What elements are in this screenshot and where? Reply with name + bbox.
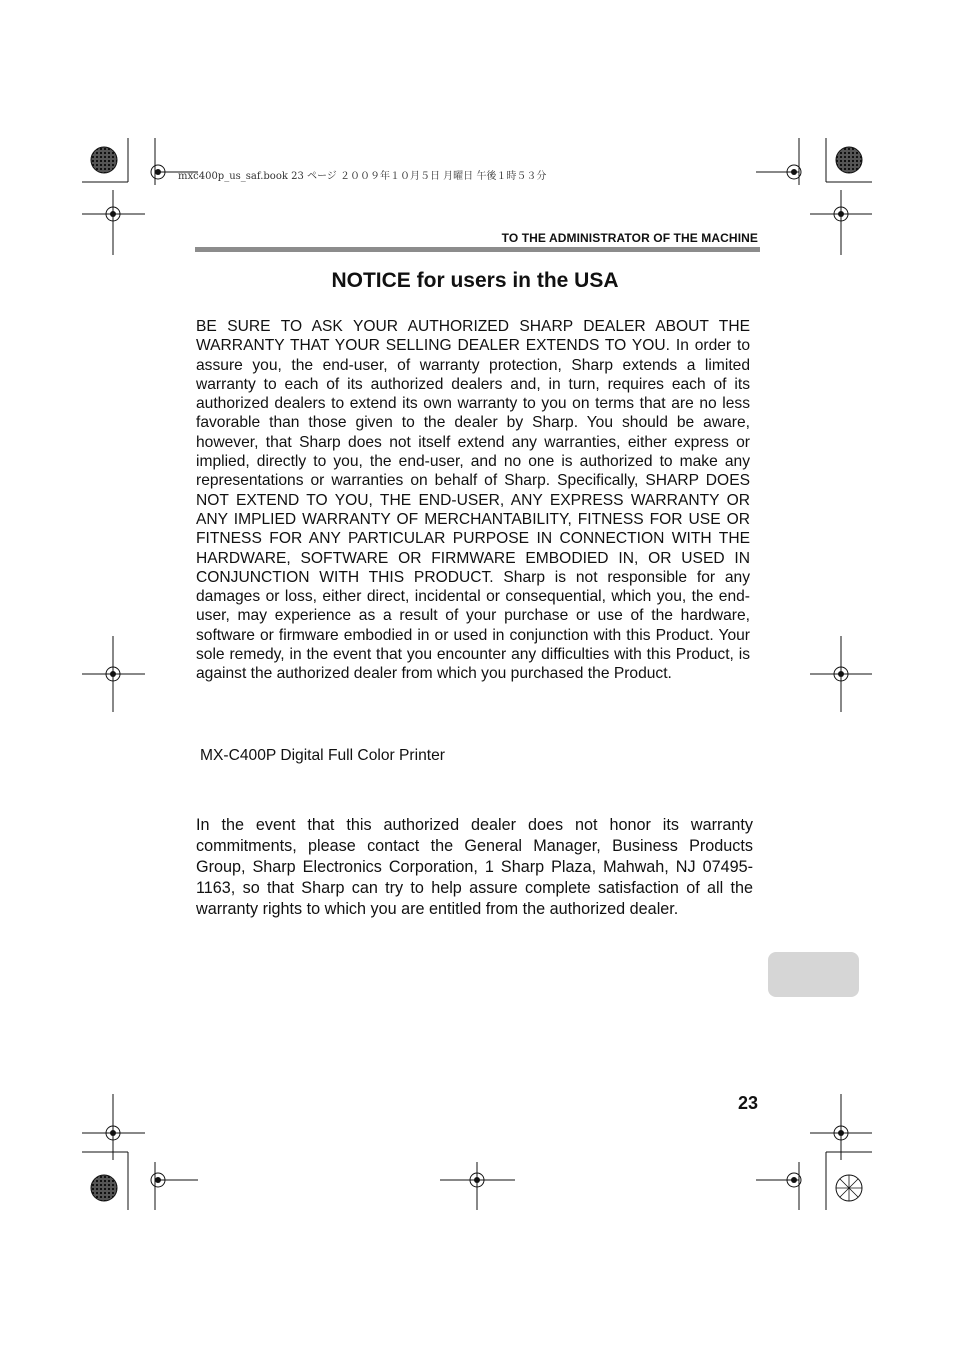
page-number: 23 bbox=[737, 1093, 758, 1113]
page-title: NOTICE for users in the USA bbox=[331, 269, 619, 292]
warranty-paragraph: BE SURE TO ASK YOUR AUTHORIZED SHARP DEALER ABOUT THE WARRANTY THAT YOUR SELLING DEALER EXTENDS TO YOU. In order to assure you, the end-user, of warranty protection, Sharp extends a limited warranty to each of its authorized dealers and, in turn, requires each of its authorized dealers to extend its own warranty to you on terms that are no less favorable than those given to the dealer by Sharp. You should be aware, however, that Sharp does not itself extend any warranties, either express or implied, directly to you, the end-user, and no one is authorized to make any representations or warranties on behalf of Sharp. Specifically, SHARP DOES NOT EXTEND TO YOU, THE END-USER, ANY EXPRESS WARRANTY OR ANY IMPLIED WARRANTY OF MERCHANTABILITY, FITNESS FOR USE OR FITNESS FOR ANY PARTICULAR PURPOSE IN CONNECTION WITH THE HARDWARE, SOFTWARE OR FIRMWARE EMBODIED IN, OR USED IN CONJUNCTION WITH THIS PRODUCT. Sharp is not responsible for any damages or loss, either direct, incidental or consequential, which you, the end-user, may experience as a result of your purchase or use of the hardware, software or firmware embodied in or used in conjunction with this Product. Your sole remedy, in the event that you encounter any difficulties with this Product, is against the authorized dealer from which you purchased the Product. bbox=[196, 318, 750, 683]
contact-paragraph: In the event that this authorized dealer does not honor its warranty commitments, please contact the General Manager, Business Products Group, Sharp Electronics Corporation, 1 Sharp Plaza, Mahwah, NJ 07495-1163, so that Sharp can try to help assure complete satisfaction of all the warranty rights to which you are entitled from the authorized dealer. bbox=[196, 816, 753, 918]
header-rule bbox=[195, 247, 760, 252]
chapter-tab bbox=[768, 952, 859, 997]
section-header: TO THE ADMINISTRATOR OF THE MACHINE bbox=[501, 231, 758, 245]
print-slug: mxc400p_us_saf.book 23 ページ ２００９年１０月５日 月曜日 午後１時５３分 bbox=[178, 171, 547, 182]
product-name: MX-C400P Digital Full Color Printer bbox=[200, 747, 445, 764]
